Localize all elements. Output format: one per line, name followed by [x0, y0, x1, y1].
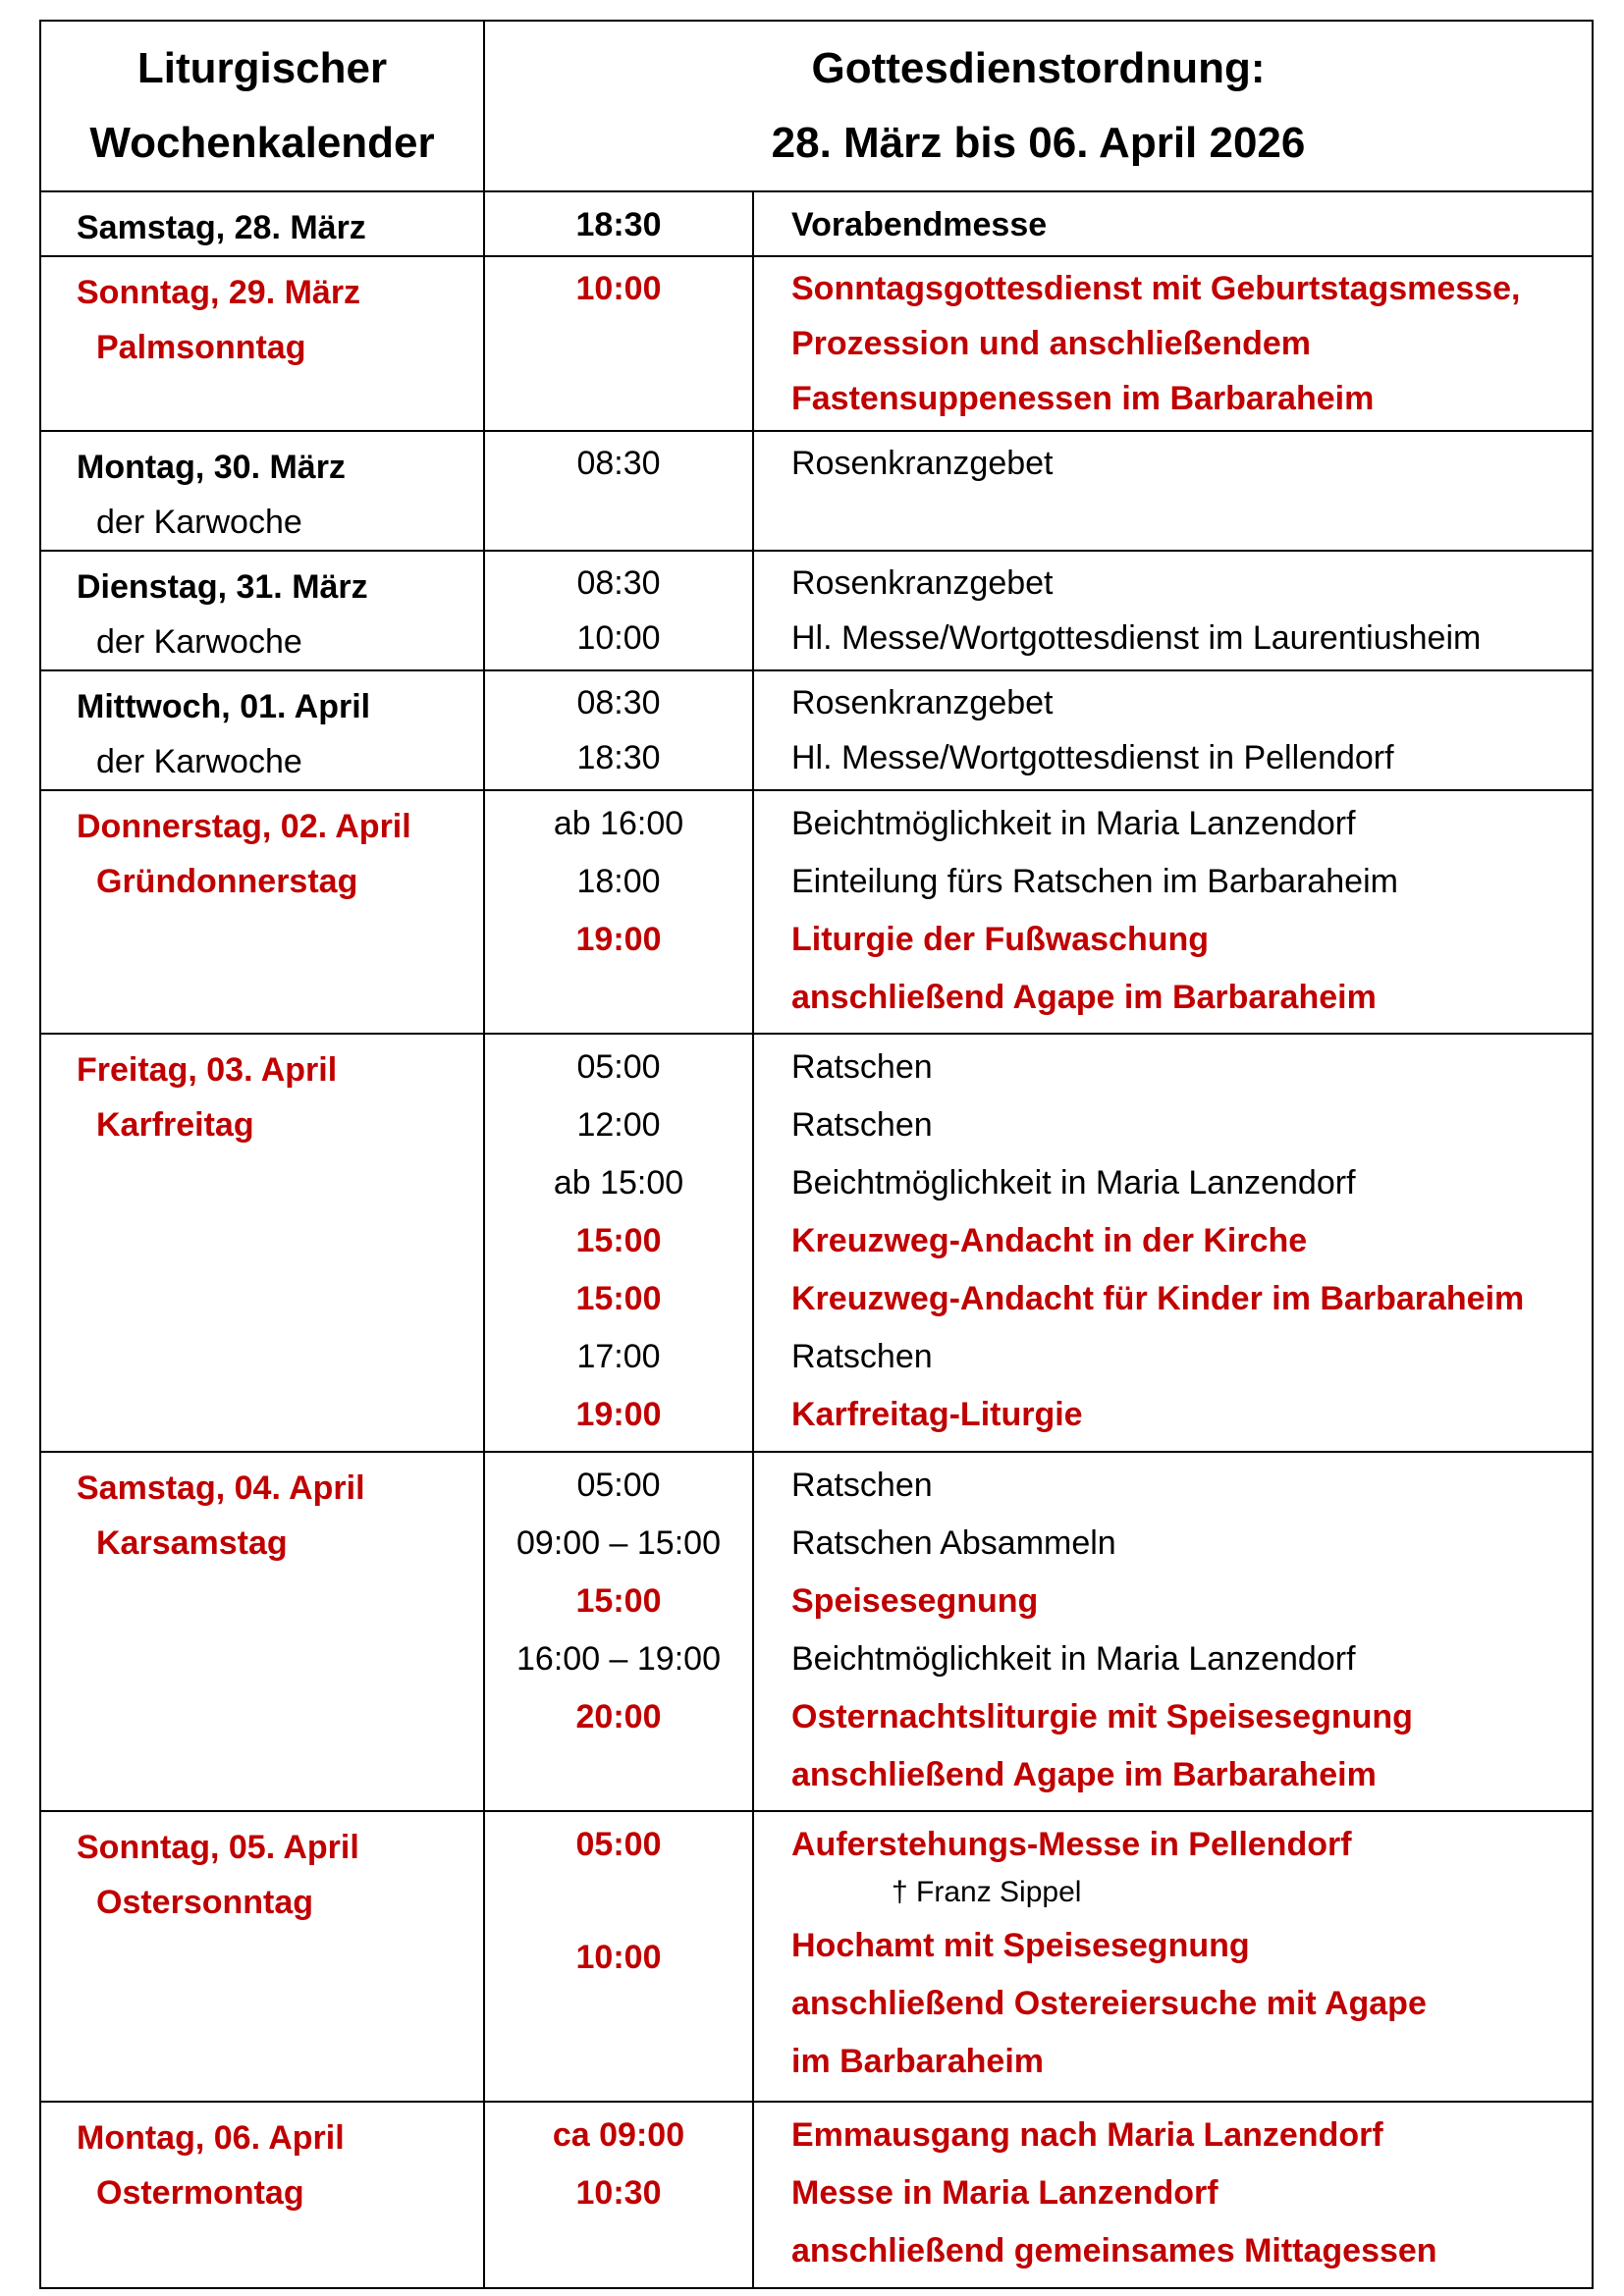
- event-text: Speisesegnung: [791, 1582, 1039, 1620]
- day-subtitle: der Karwoche: [96, 504, 302, 541]
- event-text: anschließend Agape im Barbaraheim: [791, 1756, 1377, 1793]
- event-text: Sonntagsgottesdienst mit Geburtstagsmesse,: [791, 270, 1521, 307]
- event-time: 08:30: [576, 564, 661, 602]
- event-cell: [753, 1452, 1593, 1811]
- event-time: ab 16:00: [553, 805, 684, 842]
- day-cell: [40, 790, 484, 1034]
- schedule-table: [39, 20, 1594, 2289]
- day-cell: [40, 2102, 484, 2288]
- event-time: 18:30: [576, 739, 661, 776]
- event-text: im Barbaraheim: [791, 2043, 1044, 2080]
- header-right-line1: Gottesdienstordnung:: [811, 44, 1266, 92]
- header-row: [40, 21, 1593, 191]
- event-cell: [753, 431, 1593, 551]
- event-time: 08:30: [576, 445, 661, 482]
- event-cell: [753, 1034, 1593, 1452]
- time-cell: [484, 1034, 753, 1452]
- event-text: Emmausgang nach Maria Lanzendorf: [791, 2116, 1383, 2154]
- event-time: 10:00: [576, 619, 661, 657]
- event-time: 05:00: [576, 1048, 661, 1086]
- event-time: 18:30: [575, 206, 662, 243]
- header-left-line2: Wochenkalender: [89, 119, 435, 167]
- time-cell: [484, 551, 753, 670]
- event-time: 20:00: [575, 1698, 662, 1735]
- time-cell: [484, 256, 753, 431]
- day-row: [40, 790, 1593, 1034]
- event-time: 12:00: [576, 1106, 661, 1144]
- day-row: [40, 670, 1593, 790]
- event-time: 09:00 – 15:00: [516, 1524, 721, 1562]
- day-name: Sonntag, 29. März: [77, 274, 361, 311]
- event-text: Rosenkranzgebet: [791, 564, 1054, 602]
- day-subtitle: Ostermontag: [96, 2174, 304, 2212]
- event-text: Einteilung fürs Ratschen im Barbaraheim: [791, 863, 1398, 900]
- memorial-note: † Franz Sippel: [892, 1876, 1082, 1908]
- day-name: Samstag, 28. März: [77, 209, 366, 246]
- day-row: [40, 256, 1593, 431]
- day-row: [40, 1034, 1593, 1452]
- day-cell: [40, 1811, 484, 2102]
- day-subtitle: Karfreitag: [96, 1106, 254, 1144]
- event-text: Beichtmöglichkeit in Maria Lanzendorf: [791, 1164, 1356, 1201]
- day-row: [40, 2102, 1593, 2288]
- event-time: 19:00: [575, 1396, 662, 1433]
- event-text: Auferstehungs-Messe in Pellendorf: [791, 1826, 1352, 1863]
- event-time: 15:00: [575, 1280, 662, 1317]
- event-text: Rosenkranzgebet: [791, 445, 1054, 482]
- event-text: Beichtmöglichkeit in Maria Lanzendorf: [791, 1640, 1356, 1678]
- event-text: Ratschen: [791, 1467, 933, 1504]
- event-text: Beichtmöglichkeit in Maria Lanzendorf: [791, 805, 1356, 842]
- day-subtitle: Gründonnerstag: [96, 863, 358, 900]
- event-text: Liturgie der Fußwaschung: [791, 921, 1210, 958]
- day-cell: [40, 1034, 484, 1452]
- day-name: Dienstag, 31. März: [77, 568, 368, 606]
- event-cell: [753, 790, 1593, 1034]
- event-text: Osternachtsliturgie mit Speisesegnung: [791, 1698, 1413, 1735]
- day-row: [40, 1811, 1593, 2102]
- time-cell: [484, 790, 753, 1034]
- event-text: Ratschen: [791, 1338, 933, 1375]
- time-cell: [484, 1811, 753, 2102]
- day-subtitle: der Karwoche: [96, 743, 302, 780]
- day-name: Montag, 30. März: [77, 449, 346, 486]
- event-text: Ratschen Absammeln: [791, 1524, 1116, 1562]
- event-text: anschließend gemeinsames Mittagessen: [791, 2232, 1437, 2269]
- event-time: 05:00: [575, 1826, 662, 1863]
- day-subtitle: Karsamstag: [96, 1524, 288, 1562]
- event-time: ca 09:00: [552, 2116, 685, 2154]
- event-cell: [753, 1811, 1593, 2102]
- event-time: 18:00: [576, 863, 661, 900]
- day-name: Freitag, 03. April: [77, 1051, 338, 1089]
- event-text: Ratschen: [791, 1048, 933, 1086]
- event-time: ab 15:00: [553, 1164, 684, 1201]
- event-text: anschließend Ostereiersuche mit Agape: [791, 1985, 1427, 2022]
- day-subtitle: Palmsonntag: [96, 329, 306, 366]
- day-name: Samstag, 04. April: [77, 1469, 365, 1507]
- day-cell: [40, 1452, 484, 1811]
- event-time: 15:00: [575, 1582, 662, 1620]
- day-name: Sonntag, 05. April: [77, 1829, 359, 1866]
- event-text: Kreuzweg-Andacht für Kinder im Barbaraheim: [791, 1280, 1525, 1317]
- event-text: Prozession und anschließendem: [791, 325, 1312, 362]
- event-text: Fastensuppenessen im Barbaraheim: [791, 380, 1375, 417]
- event-cell: [753, 551, 1593, 670]
- day-row: [40, 191, 1593, 256]
- event-time: 05:00: [576, 1467, 661, 1504]
- event-time: 10:00: [575, 1939, 662, 1976]
- header-left-line1: Liturgischer: [136, 44, 388, 92]
- time-cell: [484, 191, 753, 256]
- event-text: Kreuzweg-Andacht in der Kirche: [791, 1222, 1308, 1259]
- header-left: [40, 21, 484, 191]
- event-text: Hl. Messe/Wortgottesdienst im Laurentiusheim: [791, 619, 1482, 657]
- day-subtitle: Ostersonntag: [96, 1884, 314, 1921]
- event-text: Hochamt mit Speisesegnung: [791, 1927, 1250, 1964]
- event-text: Karfreitag-Liturgie: [791, 1396, 1083, 1433]
- spacer: [485, 1874, 752, 1929]
- day-cell: [40, 551, 484, 670]
- header-right-line2: 28. März bis 06. April 2026: [771, 119, 1306, 167]
- day-cell: [40, 670, 484, 790]
- event-cell: [753, 2102, 1593, 2288]
- time-cell: [484, 670, 753, 790]
- event-time: 19:00: [575, 921, 662, 958]
- event-text: Messe in Maria Lanzendorf: [791, 2174, 1218, 2212]
- day-name: Mittwoch, 01. April: [77, 688, 371, 725]
- event-text: Ratschen: [791, 1106, 933, 1144]
- event-time: 08:30: [576, 684, 661, 721]
- time-cell: [484, 2102, 753, 2288]
- header-right: [484, 21, 1593, 191]
- day-cell: [40, 256, 484, 431]
- event-cell: [753, 256, 1593, 431]
- day-row: [40, 431, 1593, 551]
- event-cell: [753, 670, 1593, 790]
- day-name: Donnerstag, 02. April: [77, 808, 411, 845]
- day-row: [40, 1452, 1593, 1811]
- event-time: 15:00: [575, 1222, 662, 1259]
- event-text: Vorabendmesse: [791, 206, 1048, 243]
- time-cell: [484, 431, 753, 551]
- day-cell: [40, 431, 484, 551]
- day-name: Montag, 06. April: [77, 2119, 345, 2157]
- day-subtitle: der Karwoche: [96, 623, 302, 661]
- event-text: Hl. Messe/Wortgottesdienst in Pellendorf: [791, 739, 1394, 776]
- day-row: [40, 551, 1593, 670]
- event-text: Rosenkranzgebet: [791, 684, 1054, 721]
- event-time: 10:30: [575, 2174, 662, 2212]
- event-text: anschließend Agape im Barbaraheim: [791, 979, 1377, 1016]
- day-cell: [40, 191, 484, 256]
- event-cell: [753, 191, 1593, 256]
- time-cell: [484, 1452, 753, 1811]
- event-time: 16:00 – 19:00: [516, 1640, 721, 1678]
- event-time: 17:00: [576, 1338, 661, 1375]
- event-time: 10:00: [575, 270, 662, 307]
